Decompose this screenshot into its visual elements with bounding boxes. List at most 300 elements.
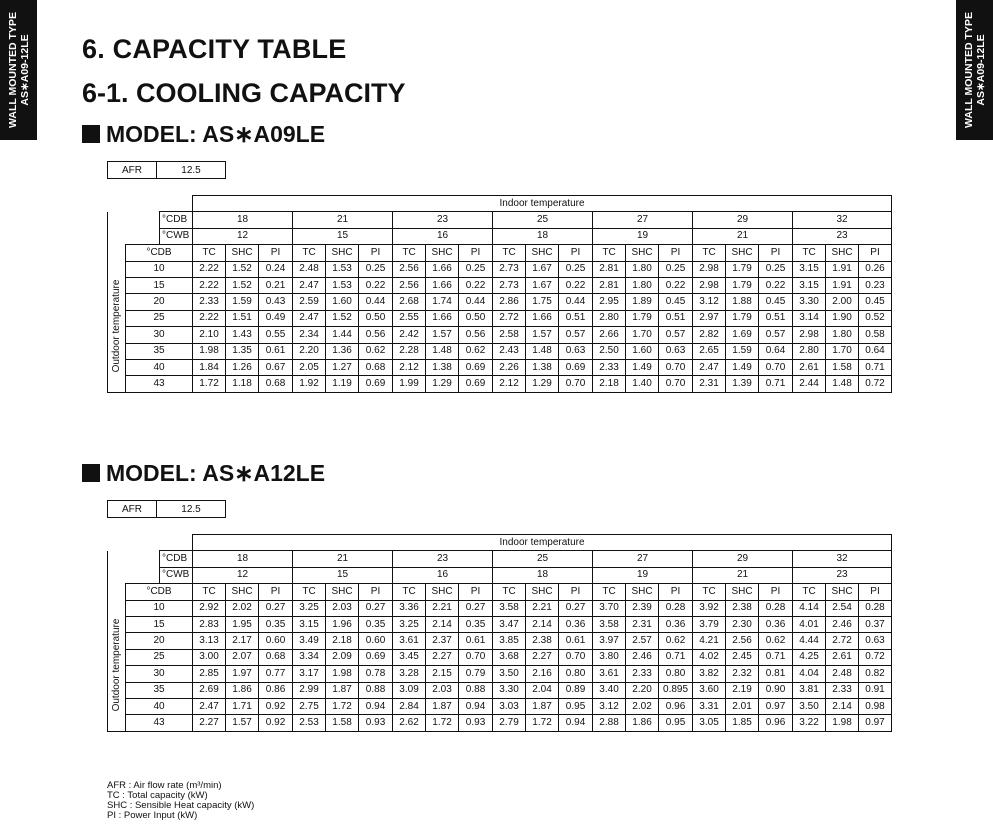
cdb-label: °CDB <box>160 551 193 567</box>
tc-value: 2.83 <box>193 616 226 632</box>
shc-value: 1.51 <box>226 310 259 326</box>
subsection-heading: 6-1. COOLING CAPACITY <box>82 78 406 108</box>
indoor-cdb-value: 27 <box>593 212 693 228</box>
pi-value: 0.50 <box>459 310 493 326</box>
tc-header: TC <box>293 584 326 600</box>
tc-value: 3.97 <box>593 633 626 649</box>
tc-value: 2.53 <box>293 715 326 731</box>
tc-value: 2.82 <box>693 327 726 343</box>
pi-value: 0.69 <box>359 376 393 392</box>
pi-value: 0.96 <box>759 715 793 731</box>
shc-value: 1.66 <box>426 310 459 326</box>
pi-value: 0.70 <box>559 649 593 665</box>
tc-header: TC <box>493 245 526 261</box>
outdoor-cdb-value: 10 <box>126 600 193 616</box>
shc-value: 1.43 <box>226 327 259 343</box>
pi-value: 0.71 <box>759 649 793 665</box>
tc-value: 2.12 <box>393 359 426 375</box>
tc-value: 2.34 <box>293 327 326 343</box>
indoor-temperature-header: Indoor temperature <box>193 535 892 551</box>
shc-value: 2.03 <box>326 600 359 616</box>
shc-value: 2.07 <box>226 649 259 665</box>
square-bullet-icon <box>82 464 100 482</box>
shc-value: 1.79 <box>726 261 759 277</box>
indoor-cdb-value: 32 <box>793 212 892 228</box>
tc-value: 3.30 <box>793 294 826 310</box>
pi-value: 0.36 <box>659 616 693 632</box>
pi-value: 0.77 <box>259 666 293 682</box>
tc-value: 3.25 <box>293 600 326 616</box>
pi-value: 0.25 <box>359 261 393 277</box>
shc-header: SHC <box>726 584 759 600</box>
cwb-label: °CWB <box>160 567 193 583</box>
shc-value: 1.87 <box>326 682 359 698</box>
tc-value: 2.33 <box>593 359 626 375</box>
tc-value: 3.58 <box>593 616 626 632</box>
shc-header: SHC <box>626 245 659 261</box>
tc-value: 2.62 <box>393 715 426 731</box>
tc-value: 2.48 <box>293 261 326 277</box>
shc-value: 1.72 <box>526 715 559 731</box>
outdoor-cdb-value: 43 <box>126 376 193 392</box>
pi-value: 0.70 <box>459 649 493 665</box>
shc-value: 1.29 <box>526 376 559 392</box>
tc-value: 3.79 <box>693 616 726 632</box>
pi-value: 0.97 <box>759 698 793 714</box>
afr-box <box>107 500 226 518</box>
shc-header: SHC <box>826 584 859 600</box>
indoor-temperature-header: Indoor temperature <box>193 196 892 212</box>
shc-header: SHC <box>526 584 559 600</box>
tc-value: 3.80 <box>593 649 626 665</box>
tc-value: 2.75 <box>293 698 326 714</box>
tc-header: TC <box>593 584 626 600</box>
pi-value: 0.95 <box>559 698 593 714</box>
tc-value: 2.69 <box>193 682 226 698</box>
outdoor-temperature-label-cell <box>108 600 126 731</box>
tc-header: TC <box>393 584 426 600</box>
tc-value: 3.17 <box>293 666 326 682</box>
tc-value: 2.61 <box>793 359 826 375</box>
pi-value: 0.68 <box>259 376 293 392</box>
shc-value: 1.53 <box>326 277 359 293</box>
shc-value: 1.66 <box>426 277 459 293</box>
pi-value: 0.27 <box>459 600 493 616</box>
pi-value: 0.51 <box>759 310 793 326</box>
shc-value: 1.36 <box>326 343 359 359</box>
shc-header: SHC <box>626 584 659 600</box>
pi-header: PI <box>859 584 892 600</box>
tc-value: 2.72 <box>493 310 526 326</box>
outdoor-cdb-value: 20 <box>126 294 193 310</box>
indoor-cdb-value: 18 <box>193 212 293 228</box>
tc-value: 2.42 <box>393 327 426 343</box>
section-heading: 6. CAPACITY TABLE <box>82 34 347 64</box>
outdoor-cdb-label: °CDB <box>126 245 193 261</box>
outdoor-cdb-value: 15 <box>126 277 193 293</box>
tc-value: 2.98 <box>693 261 726 277</box>
shc-value: 1.80 <box>626 277 659 293</box>
tc-value: 3.49 <box>293 633 326 649</box>
tc-value: 2.22 <box>193 310 226 326</box>
tc-value: 2.81 <box>593 277 626 293</box>
tc-value: 2.97 <box>693 310 726 326</box>
corner-blank <box>108 228 160 244</box>
tc-value: 2.79 <box>493 715 526 731</box>
pi-value: 0.69 <box>459 359 493 375</box>
tc-value: 2.65 <box>693 343 726 359</box>
pi-header: PI <box>459 245 493 261</box>
pi-value: 0.62 <box>659 633 693 649</box>
corner-blank <box>108 245 126 261</box>
pi-value: 0.72 <box>859 376 892 392</box>
shc-value: 2.61 <box>826 649 859 665</box>
tc-value: 3.03 <box>493 698 526 714</box>
shc-value: 1.67 <box>526 261 559 277</box>
shc-value: 2.46 <box>826 616 859 632</box>
pi-value: 0.97 <box>859 715 892 731</box>
indoor-cdb-value: 29 <box>693 212 793 228</box>
pi-value: 0.58 <box>859 327 892 343</box>
outdoor-cdb-label: °CDB <box>126 584 193 600</box>
indoor-cdb-value: 23 <box>393 212 493 228</box>
indoor-cdb-value: 32 <box>793 551 892 567</box>
pi-value: 0.22 <box>359 277 393 293</box>
pi-value: 0.92 <box>259 698 293 714</box>
pi-value: 0.63 <box>859 633 892 649</box>
tc-value: 2.44 <box>793 376 826 392</box>
shc-value: 2.45 <box>726 649 759 665</box>
pi-value: 0.45 <box>659 294 693 310</box>
indoor-cdb-value: 21 <box>293 212 393 228</box>
pi-value: 0.94 <box>559 715 593 731</box>
pi-value: 0.21 <box>259 277 293 293</box>
pi-value: 0.95 <box>659 715 693 731</box>
model-title: MODEL: AS∗A12LE <box>106 460 326 486</box>
indoor-cwb-value: 23 <box>793 228 892 244</box>
shc-value: 1.86 <box>626 715 659 731</box>
pi-value: 0.25 <box>759 261 793 277</box>
corner-blank <box>108 584 126 600</box>
pi-value: 0.895 <box>659 682 693 698</box>
tc-value: 2.47 <box>293 310 326 326</box>
pi-value: 0.28 <box>759 600 793 616</box>
shc-value: 1.69 <box>726 327 759 343</box>
outdoor-cdb-value: 40 <box>126 359 193 375</box>
pi-value: 0.93 <box>359 715 393 731</box>
pi-value: 0.62 <box>759 633 793 649</box>
outdoor-cdb-value: 30 <box>126 327 193 343</box>
outdoor-temperature-label: Outdoor temperature <box>110 279 122 373</box>
shc-value: 1.52 <box>226 277 259 293</box>
outdoor-cdb-value: 20 <box>126 633 193 649</box>
shc-value: 2.33 <box>826 682 859 698</box>
shc-value: 1.38 <box>526 359 559 375</box>
shc-value: 1.35 <box>226 343 259 359</box>
indoor-cwb-value: 21 <box>693 228 793 244</box>
pi-value: 0.52 <box>859 310 892 326</box>
shc-value: 1.53 <box>326 261 359 277</box>
tc-value: 1.92 <box>293 376 326 392</box>
shc-value: 1.75 <box>526 294 559 310</box>
tc-value: 3.61 <box>593 666 626 682</box>
tc-value: 2.20 <box>293 343 326 359</box>
tc-value: 3.15 <box>793 277 826 293</box>
outdoor-cdb-value: 35 <box>126 343 193 359</box>
model-heading <box>82 121 325 148</box>
tc-value: 3.31 <box>693 698 726 714</box>
pi-header: PI <box>659 584 693 600</box>
tc-value: 2.95 <box>593 294 626 310</box>
shc-header: SHC <box>726 245 759 261</box>
afr-value: 12.5 <box>157 162 226 179</box>
shc-value: 1.90 <box>826 310 859 326</box>
side-tab-line1: WALL MOUNTED TYPE <box>962 12 975 128</box>
shc-value: 2.21 <box>526 600 559 616</box>
shc-value: 1.18 <box>226 376 259 392</box>
pi-header: PI <box>759 245 793 261</box>
pi-value: 0.44 <box>459 294 493 310</box>
tc-value: 3.12 <box>693 294 726 310</box>
tc-value: 2.50 <box>593 343 626 359</box>
shc-value: 1.44 <box>326 327 359 343</box>
pi-value: 0.26 <box>859 261 892 277</box>
shc-value: 1.40 <box>626 376 659 392</box>
pi-value: 0.93 <box>459 715 493 731</box>
indoor-cwb-value: 16 <box>393 228 493 244</box>
tc-value: 3.12 <box>593 698 626 714</box>
pi-header: PI <box>559 245 593 261</box>
tc-value: 2.47 <box>193 698 226 714</box>
tc-value: 3.15 <box>293 616 326 632</box>
pi-value: 0.23 <box>859 277 892 293</box>
pi-value: 0.57 <box>759 327 793 343</box>
indoor-cdb-value: 25 <box>493 551 593 567</box>
shc-value: 1.49 <box>726 359 759 375</box>
shc-value: 1.26 <box>226 359 259 375</box>
pi-value: 0.35 <box>359 616 393 632</box>
pi-value: 0.61 <box>459 633 493 649</box>
pi-value: 0.86 <box>259 682 293 698</box>
shc-value: 1.91 <box>826 277 859 293</box>
pi-value: 0.57 <box>659 327 693 343</box>
shc-value: 2.38 <box>526 633 559 649</box>
tc-value: 3.50 <box>793 698 826 714</box>
pi-value: 0.71 <box>859 359 892 375</box>
pi-value: 0.89 <box>559 682 593 698</box>
shc-value: 1.58 <box>826 359 859 375</box>
tc-value: 2.22 <box>193 261 226 277</box>
pi-header: PI <box>659 245 693 261</box>
tc-value: 2.26 <box>493 359 526 375</box>
shc-value: 1.60 <box>626 343 659 359</box>
tc-value: 2.88 <box>593 715 626 731</box>
pi-value: 0.27 <box>359 600 393 616</box>
tc-value: 3.14 <box>793 310 826 326</box>
shc-value: 2.39 <box>626 600 659 616</box>
tc-value: 4.14 <box>793 600 826 616</box>
pi-value: 0.62 <box>459 343 493 359</box>
tc-value: 2.31 <box>693 376 726 392</box>
pi-value: 0.56 <box>359 327 393 343</box>
legend-item: TC : Total capacity (kW) <box>107 790 208 801</box>
pi-value: 0.63 <box>559 343 593 359</box>
tc-value: 3.82 <box>693 666 726 682</box>
tc-value: 3.50 <box>493 666 526 682</box>
indoor-cdb-value: 25 <box>493 212 593 228</box>
tc-value: 3.09 <box>393 682 426 698</box>
outdoor-cdb-value: 40 <box>126 698 193 714</box>
pi-value: 0.56 <box>459 327 493 343</box>
tc-value: 2.10 <box>193 327 226 343</box>
model-heading <box>82 460 325 487</box>
shc-value: 1.29 <box>426 376 459 392</box>
tc-value: 2.81 <box>593 261 626 277</box>
pi-value: 0.25 <box>559 261 593 277</box>
shc-value: 1.52 <box>326 310 359 326</box>
shc-value: 2.16 <box>526 666 559 682</box>
tc-header: TC <box>293 245 326 261</box>
shc-value: 1.87 <box>526 698 559 714</box>
pi-value: 0.22 <box>659 277 693 293</box>
shc-value: 2.27 <box>526 649 559 665</box>
tc-value: 3.60 <box>693 682 726 698</box>
shc-value: 2.20 <box>626 682 659 698</box>
pi-value: 0.88 <box>359 682 393 698</box>
tc-value: 4.25 <box>793 649 826 665</box>
pi-value: 0.43 <box>259 294 293 310</box>
pi-value: 0.96 <box>659 698 693 714</box>
tc-value: 2.92 <box>193 600 226 616</box>
shc-value: 1.59 <box>726 343 759 359</box>
pi-value: 0.80 <box>559 666 593 682</box>
tc-value: 1.98 <box>193 343 226 359</box>
tc-value: 3.61 <box>393 633 426 649</box>
tc-value: 3.68 <box>493 649 526 665</box>
indoor-cwb-value: 23 <box>793 567 892 583</box>
indoor-cdb-value: 27 <box>593 551 693 567</box>
shc-value: 2.09 <box>326 649 359 665</box>
shc-value: 2.00 <box>826 294 859 310</box>
shc-value: 1.80 <box>826 327 859 343</box>
pi-value: 0.80 <box>659 666 693 682</box>
tc-header: TC <box>393 245 426 261</box>
pi-value: 0.69 <box>559 359 593 375</box>
tc-header: TC <box>593 245 626 261</box>
indoor-cwb-value: 18 <box>493 228 593 244</box>
shc-value: 1.87 <box>426 698 459 714</box>
indoor-cwb-value: 12 <box>193 228 293 244</box>
shc-value: 2.19 <box>726 682 759 698</box>
pi-value: 0.78 <box>359 666 393 682</box>
tc-value: 2.80 <box>793 343 826 359</box>
corner-blank <box>108 212 160 228</box>
shc-header: SHC <box>826 245 859 261</box>
corner-blank <box>108 551 160 567</box>
shc-header: SHC <box>226 584 259 600</box>
shc-value: 1.27 <box>326 359 359 375</box>
pi-value: 0.79 <box>459 666 493 682</box>
tc-header: TC <box>793 584 826 600</box>
pi-value: 0.63 <box>659 343 693 359</box>
shc-value: 2.01 <box>726 698 759 714</box>
shc-value: 1.48 <box>526 343 559 359</box>
pi-value: 0.28 <box>659 600 693 616</box>
indoor-cwb-value: 19 <box>593 567 693 583</box>
tc-value: 3.47 <box>493 616 526 632</box>
pi-value: 0.82 <box>859 666 892 682</box>
pi-value: 0.44 <box>359 294 393 310</box>
afr-value: 12.5 <box>157 501 226 518</box>
side-tab-line2: AS∗A09-12LE <box>974 34 987 106</box>
tc-value: 4.21 <box>693 633 726 649</box>
tc-value: 2.28 <box>393 343 426 359</box>
tc-header: TC <box>693 584 726 600</box>
indoor-cwb-value: 15 <box>293 567 393 583</box>
tc-header: TC <box>693 245 726 261</box>
side-tab-left <box>0 0 37 140</box>
pi-value: 0.68 <box>259 649 293 665</box>
pi-value: 0.98 <box>859 698 892 714</box>
shc-value: 1.60 <box>326 294 359 310</box>
shc-value: 1.57 <box>526 327 559 343</box>
indoor-cwb-value: 12 <box>193 567 293 583</box>
shc-value: 2.27 <box>426 649 459 665</box>
pi-header: PI <box>359 245 393 261</box>
tc-value: 2.22 <box>193 277 226 293</box>
tc-value: 2.47 <box>293 277 326 293</box>
shc-value: 1.71 <box>226 698 259 714</box>
tc-value: 2.47 <box>693 359 726 375</box>
tc-header: TC <box>193 584 226 600</box>
tc-value: 2.73 <box>493 261 526 277</box>
shc-value: 2.02 <box>226 600 259 616</box>
tc-value: 3.45 <box>393 649 426 665</box>
shc-value: 1.96 <box>326 616 359 632</box>
shc-value: 2.56 <box>726 633 759 649</box>
pi-value: 0.27 <box>259 600 293 616</box>
side-tab-line1: WALL MOUNTED TYPE <box>6 12 19 128</box>
pi-value: 0.69 <box>459 376 493 392</box>
shc-value: 1.72 <box>326 698 359 714</box>
pi-value: 0.92 <box>259 715 293 731</box>
tc-value: 2.55 <box>393 310 426 326</box>
tc-value: 3.34 <box>293 649 326 665</box>
pi-value: 0.62 <box>359 343 393 359</box>
pi-value: 0.22 <box>759 277 793 293</box>
shc-value: 1.70 <box>626 327 659 343</box>
indoor-cwb-value: 18 <box>493 567 593 583</box>
shc-value: 1.98 <box>826 715 859 731</box>
pi-value: 0.72 <box>859 649 892 665</box>
shc-value: 2.17 <box>226 633 259 649</box>
shc-value: 2.72 <box>826 633 859 649</box>
legend-item: PI : Power Input (kW) <box>107 810 198 821</box>
shc-header: SHC <box>426 245 459 261</box>
pi-value: 0.70 <box>659 359 693 375</box>
shc-value: 1.48 <box>826 376 859 392</box>
tc-value: 3.70 <box>593 600 626 616</box>
outdoor-temperature-label: Outdoor temperature <box>110 618 122 712</box>
shc-value: 1.80 <box>626 261 659 277</box>
pi-header: PI <box>559 584 593 600</box>
shc-value: 2.46 <box>626 649 659 665</box>
tc-value: 2.73 <box>493 277 526 293</box>
pi-value: 0.60 <box>359 633 393 649</box>
pi-value: 0.81 <box>759 666 793 682</box>
pi-value: 0.25 <box>659 261 693 277</box>
shc-value: 2.14 <box>826 698 859 714</box>
